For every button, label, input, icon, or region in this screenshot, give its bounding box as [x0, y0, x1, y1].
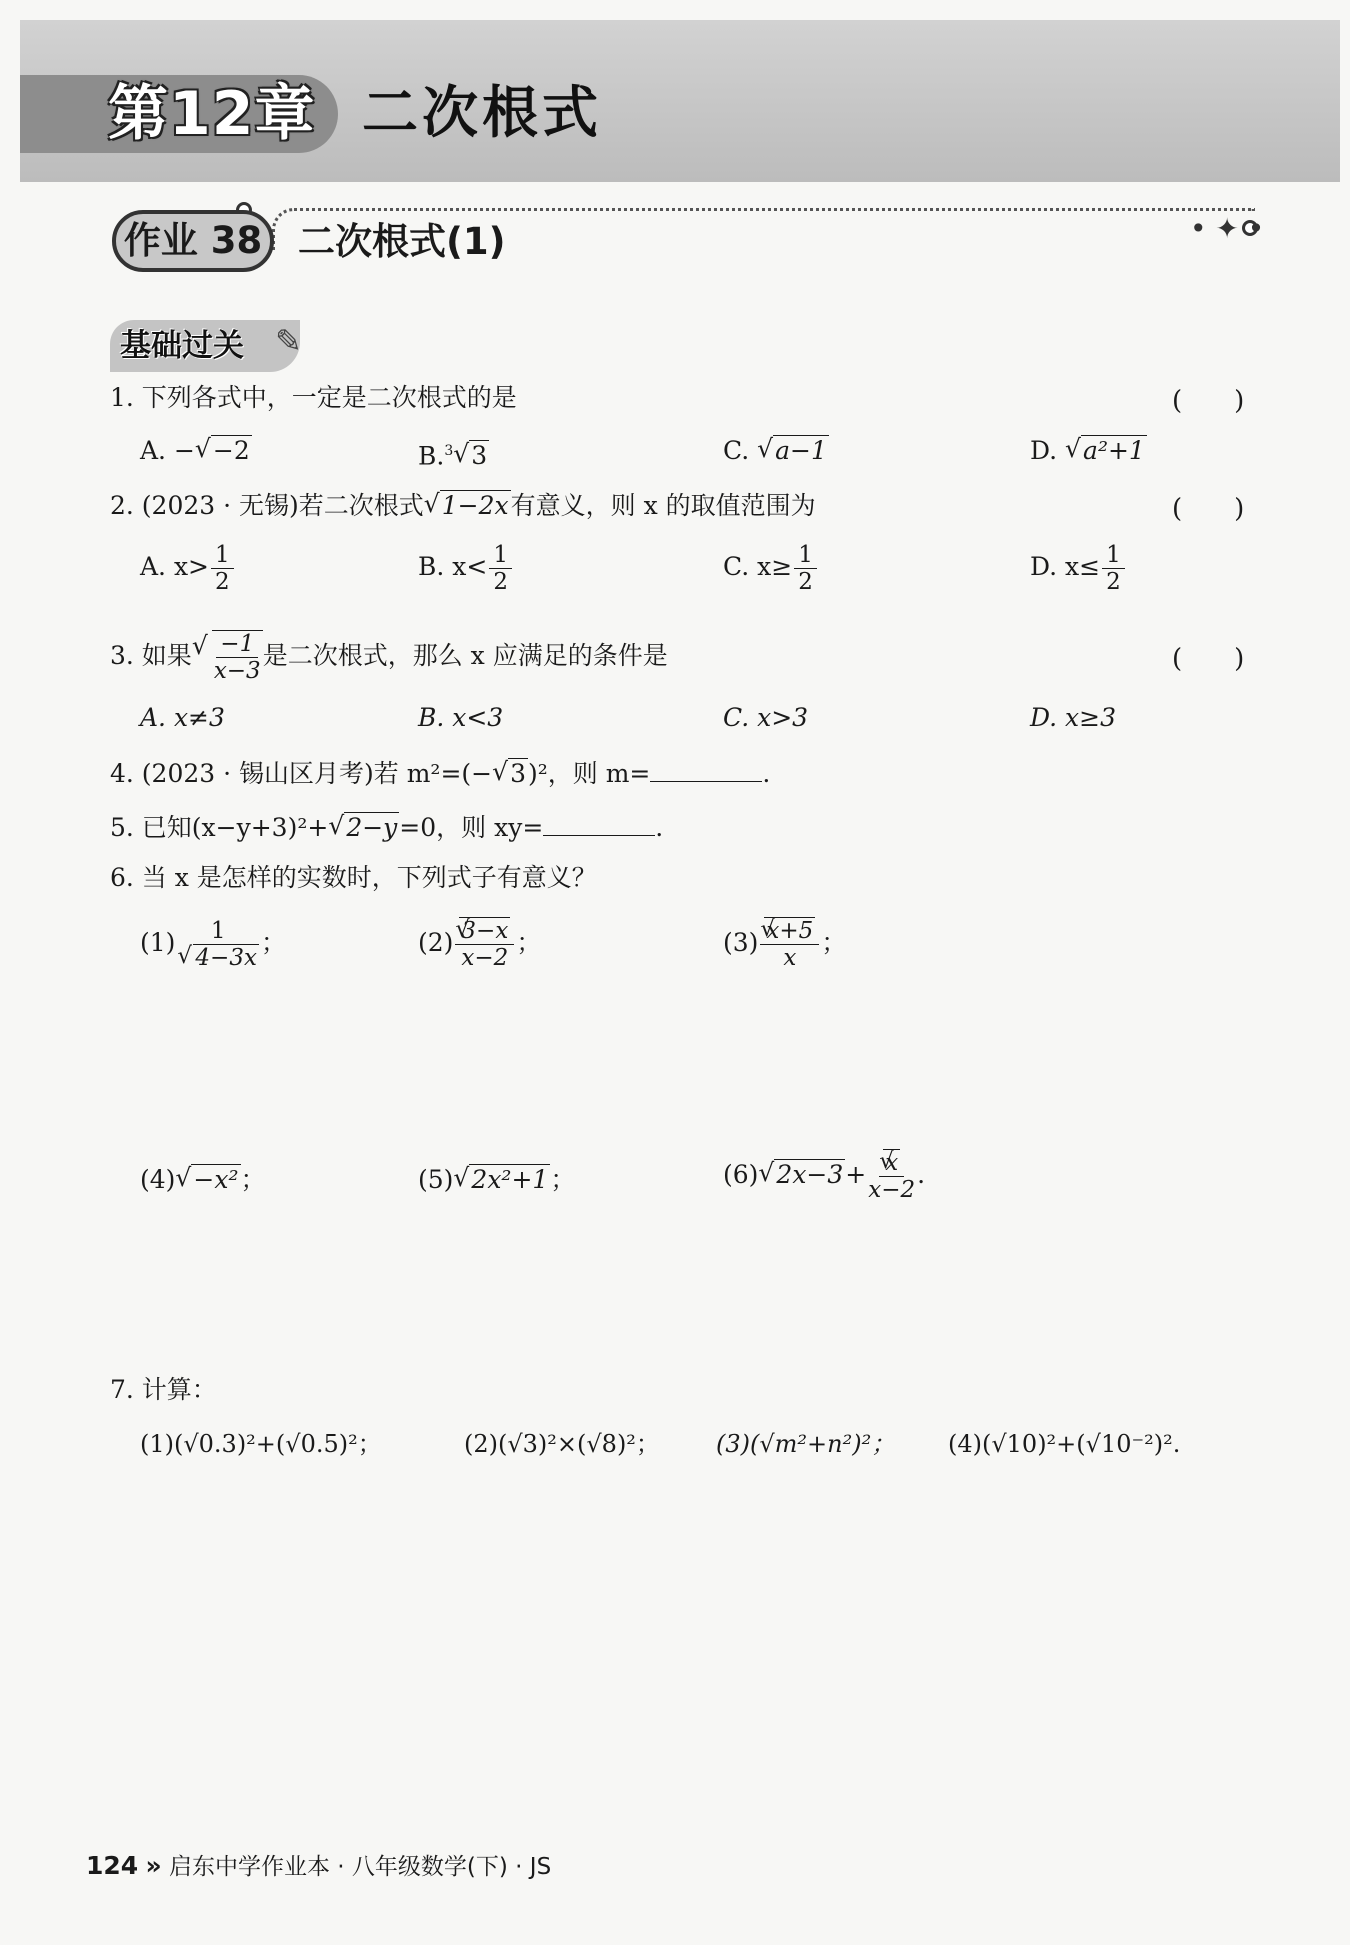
question-3-stem: 3. 如果 √ $\frac{-1}{x-3}$ 是二次根式，那么 x 应满足的条件是 [110, 630, 668, 684]
question-5: 5. 已知(x−y+3)²+√ 2−y=0，则 xy= . [110, 810, 663, 846]
question-6-part-1: (1) 1 √ 4−3x ； [140, 918, 286, 971]
sparkle-icon: • ✦ • [1190, 212, 1265, 245]
assignment-label: 作业 38 [123, 219, 263, 262]
question-2-option-a: A. x> $\frac{1}{2}$ [140, 542, 236, 595]
question-2-option-b: B. x< $\frac{1}{2}$ [418, 542, 514, 595]
question-1-option-c: C. √ a−1 [723, 433, 829, 469]
answer-blank[interactable] [650, 759, 762, 782]
chapter-label: 第12章 [108, 79, 316, 149]
assignment-title: 二次根式(1) [298, 220, 506, 263]
page-footer [86, 1848, 551, 1881]
answer-bracket: ( ) [1172, 494, 1245, 524]
answer-bracket: ( ) [1172, 386, 1245, 416]
question-7-part-1: (1)(√0.3)²+(√0.5)²； [140, 1430, 382, 1458]
question-7-part-4: (4)(√10)²+(√10⁻²)². [948, 1430, 1181, 1458]
question-1-option-d: D. √ a²+1 [1030, 433, 1147, 469]
question-2-stem: 2. (2023 · 无锡)若二次根式√ 1−2x有意义，则 x 的取值范围为 [110, 488, 816, 524]
question-3-option-a: A. x≠3 [140, 703, 225, 732]
question-6-part-5: (5)√ 2x²+1； [418, 1162, 575, 1198]
question-6-part-6: (6)√ 2x−3+ √ $\frac{x}{x-2}$ . [723, 1150, 925, 1203]
question-2-option-c: C. x≥ $\frac{1}{2}$ [723, 542, 819, 595]
chapter-title: 二次根式 [362, 81, 602, 146]
chevron-right-icon: » [145, 1851, 162, 1880]
question-6-stem: 6. 当 x 是怎样的实数时，下列式子有意义？ [110, 863, 597, 892]
question-1-option-a: A. −√ −2 [140, 433, 252, 469]
question-4: 4. (2023 · 锡山区月考)若 m²=(−√ 3)²，则 m= . [110, 756, 770, 792]
question-7-part-2: (2)(√3)²×(√8)²； [464, 1430, 660, 1458]
question-1-option-b: B.$^3$√ 3 [418, 433, 489, 474]
question-7-part-3: (3)(√m²+n²)²； [716, 1430, 896, 1458]
question-3-option-b: B. x<3 [418, 703, 504, 732]
question-6-part-3: (3) √ $\frac{x+5}{x}$ ； [723, 918, 846, 971]
book-title: 启东中学作业本 · 八年级数学(下) · JS [168, 1854, 552, 1880]
question-3-option-d: D. x≥3 [1030, 703, 1116, 732]
question-3-option-c: C. x>3 [723, 703, 809, 732]
question-2-option-d: D. x≤ $\frac{1}{2}$ [1030, 542, 1127, 595]
question-7-stem: 7. 计算： [110, 1375, 217, 1404]
answer-bracket: ( ) [1172, 644, 1245, 674]
question-6-part-2: (2) √ $\frac{3-x}{x-2}$ ； [418, 918, 541, 971]
page-number: 124 [86, 1851, 139, 1880]
pencil-icon: ✎ [275, 322, 302, 360]
answer-blank[interactable] [543, 813, 655, 836]
section-label: 基础过关 [120, 328, 244, 364]
question-6-part-4: (4)√ −x²； [140, 1162, 266, 1198]
question-1-stem: 1. 下列各式中，一定是二次根式的是 [110, 383, 517, 412]
